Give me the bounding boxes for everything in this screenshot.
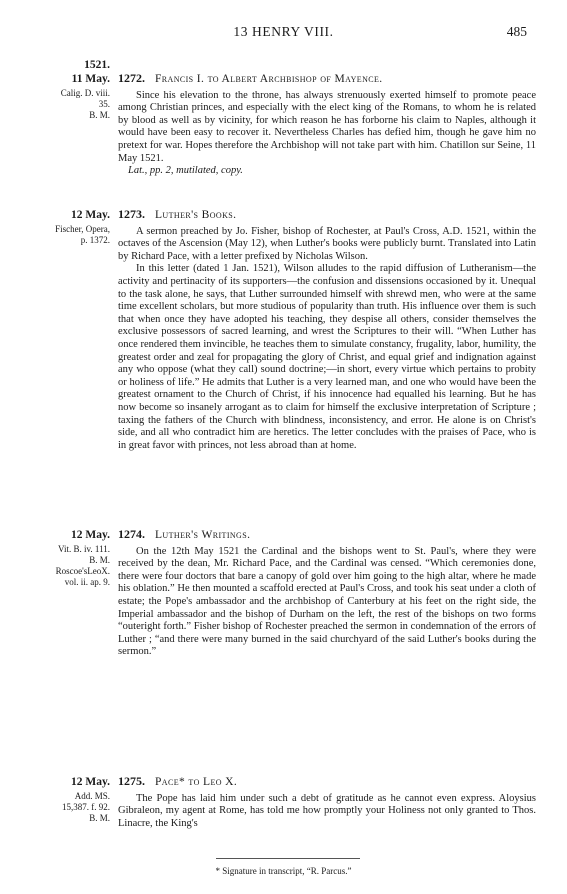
source-ref: p. 1372. (80, 235, 110, 245)
source-ref: 35. (98, 99, 110, 109)
entry-heading: Luther's Books. (155, 209, 237, 221)
margin-note-1272 (24, 58, 110, 121)
entry-heading: Luther's Writings. (155, 529, 251, 541)
entry-paragraph: On the 12th May 1521 the Cardinal and the bishops went to St. Paul's, where they were received by the dean, Mr. Richard Pace, and the Cardinal was censed. “Which ceremonies done, there were four doctors that bare a canopy of gold over him going to the high altar, where he made his oblation.” He then mounted a scaffold erected at Paul's Cross, and took his seat under a cloth of estate; the Pope's ambassador and the archbishop of Canterbury at his feet on the right side, the Imperial ambassador and the bishop of Durham on the left, the rest of the bishops on two forms “outeright forth.” Fisher bishop of Rochester preached the sermon in condemnation of the errors of Luther ; “and there were many burned in the said churchyard of the said Luther's books during the sermon.” (118, 545, 536, 658)
source-ref: Add. MS. (74, 791, 110, 801)
source-ref: vol. ii. ap. 9. (64, 577, 110, 587)
entry-heading-line (118, 208, 536, 223)
margin-note-1274 (24, 528, 110, 588)
source-ref: Vit. B. iv. 111. (58, 544, 110, 554)
footnote: * Signature in transcript, “R. Parcus.” (215, 866, 352, 876)
entry-1274 (118, 528, 536, 659)
entry-year: 1521. (84, 59, 110, 71)
source-ref: B. M. (89, 813, 110, 823)
source-ref: Fischer, Opera, (55, 224, 110, 234)
margin-note-1273 (24, 208, 110, 246)
source-ref: Roscoe'sLeoX. (55, 566, 110, 576)
entry-1272 (118, 72, 536, 178)
entry-note: Lat., pp. 2, mutilated, copy. (128, 165, 243, 177)
source-ref: B. M. (89, 555, 110, 565)
entry-paragraph: A sermon preached by Jo. Fisher, bishop of Rochester, at Paul's Cross, A.D. 1521, within the octaves of the Ascension (May 12), when Luther's books were publicly burnt. Translated into Latin by Richard Pace, with a letter prefixed by Nicholas Wilson. (118, 225, 536, 262)
entry-date: 12 May. (71, 209, 110, 221)
page-number: 485 (506, 24, 527, 39)
entry-date: 12 May. (71, 529, 110, 541)
entry-paragraph: Since his elevation to the throne, has always strenuously exerted himself to promote peace among Christian princes, and especially with the elect king of the Romans, to whom he is related by blood as well as by vicinity, for which reason he has forborne his claim to Naples, although it would have been easy to recover it. Nevertheless Charles has defied him, though he gave him no pretext for war. Hopes therefore the Archbishop will not take part with him. Chatillon sur Seine, 11 May 1521. (118, 89, 536, 164)
entry-number: 1272. (118, 71, 145, 85)
entry-heading: Francis I. to Albert Archbishop of Mayence. (155, 73, 383, 85)
margin-note-1275 (24, 775, 110, 824)
entry-heading-line (118, 775, 536, 790)
source-ref: B. M. (89, 110, 110, 120)
entry-number: 1275. (118, 774, 145, 788)
source-ref: Calig. D. viii. (60, 88, 110, 98)
entry-heading: Pace* to Leo X. (155, 776, 238, 788)
running-head (0, 24, 567, 40)
entry-1275 (118, 775, 536, 830)
footnote-rule (216, 858, 360, 859)
entry-date: 12 May. (71, 776, 110, 788)
entry-1273 (118, 208, 536, 452)
entry-paragraph: The Pope has laid him under such a debt of gratitude as he cannot even express. Aloysius Gibraleon, my agent at Rome, has told me how promptly your Holiness not only granted to Thos. Linacre, the King's (118, 792, 536, 829)
source-ref: 15,387. f. 92. (62, 802, 110, 812)
entry-number: 1274. (118, 527, 145, 541)
entry-heading-line (118, 72, 536, 87)
entry-paragraph: In this letter (dated 1 Jan. 1521), Wilson alludes to the rapid diffusion of Lutheranism—the activity and pertinacity of its supporters—the confusion and dissensions occasioned by it. Unequal to the task alone, he says, that Luther surrounded himself with shrewd men, who were at the same time excellent scholars, but more studious of popularity than truth. His influence over them is such that when once they have adopted his teaching, they despise all others, consider themselves the exclusive possessors of sacred learning, and wrest the Scriptures to their will. “When Luther has once rendered them invincible, he teaches them to simulate constancy, frugality, labor, humility, the greatest order and zeal for propagating the glory of Christ, and equal grief and indignation against any who oppose (what they call) sound doctrine;—in short, every virtue which pertains to probity or holiness of life.” He admits that Luther is a very learned man, and one who would have been the greatest ornament to the Church of Christ, if his innocence had equalled his learning. But he has now become so insanely arrogant as to claim for himself the exclusive interpretation of Scripture ; taxing the fathers of the Church with blindness, inconsistency, and error. He alone is on Christ's side, and all who contradict him are heretics. The letter concludes with the praises of Pace, who is in great favor with princes, not less abroad than at home. (118, 263, 536, 451)
entry-date: 11 May. (71, 73, 110, 85)
running-head-title: 13 HENRY VIII. (233, 24, 334, 39)
entry-heading-line (118, 528, 536, 543)
entry-number: 1273. (118, 207, 145, 221)
